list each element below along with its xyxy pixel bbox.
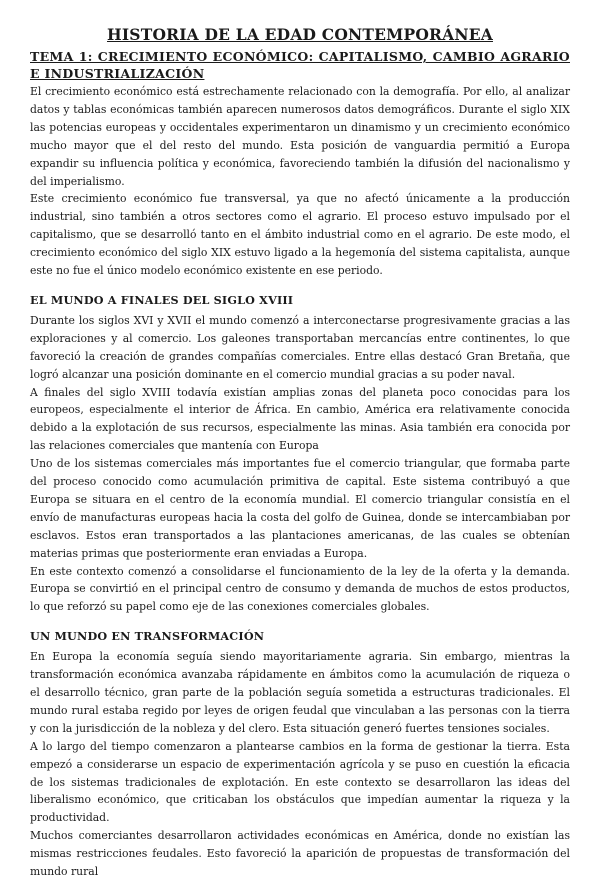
section1-paragraph-4: En este contexto comenzó a consolidarse el funcionamiento de la ley de la oferta y la demanda. Europa se convirtió en el principal centro de consumo y demanda de muchos de estos productos, lo que reforzó su papel como eje de las conexiones comerciales globales. xyxy=(30,564,570,614)
intro-paragraph-1: El crecimiento económico está estrechamente relacionado con la demografía. Por ello, al analizar datos y tablas económicas también aparecen numerosos datos demográficos. Durante el siglo XIX las potencias europeas y occidentales experimentaron un dinamismo y un crecimiento económico mucho mayor que el del resto del mundo. Esta posición de vanguardia permitió a Europa expandir su influencia política y económica, favoreciendo también la difusión del nacionalismo y del imperialismo. xyxy=(30,85,570,188)
section2-paragraph-1: En Europa la economía seguía siendo mayoritariamente agraria. Sin embargo, mientras la transformación económica avanzaba rápidamente en ámbitos como la acumulación de riqueza o el desarrollo técnico, gran parte de la población seguía sometida a estructuras tradicionales. El mundo rural estaba regido por leyes de origen feudal que vinculaban a las personas con la tierra y con la jurisdicción de la nobleza y del clero. Esta situación generó fuertes tensiones sociales. xyxy=(30,650,570,735)
tema-title: TEMA 1: CRECIMIENTO ECONÓMICO: CAPITALISMO, CAMBIO AGRARIO E INDUSTRIALIZACIÓN xyxy=(30,49,570,81)
section2-paragraph-2: A lo largo del tiempo comenzaron a plantearse cambios en la forma de gestionar la tierra. Esta empezó a considerarse un espacio de experimentación agrícola y se puso en cuestión la eficacia de los sistemas tradicionales de explotación. En este contexto se desarrollaron las ideas del liberalismo económico, que criticaban los obstáculos que impedían aumentar la riqueza y la productividad. xyxy=(30,739,570,825)
section1-paragraph-2: A finales del siglo XVIII todavía existían amplias zonas del planeta poco conocidas para los europeos, especialmente el interior de África. En cambio, América era relativamente conocida debido a la explotación de sus recursos, especialmente las minas. Asia también era conocida por las relaciones comerciales que mantenía con Europa xyxy=(30,385,570,453)
section-heading-mundo-siglo-xviii: EL MUNDO A FINALES DEL SIGLO XVIII xyxy=(30,292,294,307)
section2-paragraph-3: Muchos comerciantes desarrollaron actividades económicas en América, donde no existían las mismas restricciones feudales. Esto favoreció la aparición de propuestas de transformación del mundo rural xyxy=(30,829,570,879)
section1-paragraph-3: Uno de los sistemas comerciales más importantes fue el comercio triangular, que formaba parte del proceso conocido como acumulación primitiva de capital. Este sistema contribuyó a que Europa se situara en el centro de la economía mundial. El comercio triangular consistía en el envío de manufacturas europeas hacia la costa del golfo de Guinea, donde se intercambiaban por esclavos. Estos eran transportados a las plantaciones americanas, de las cuales se obtenían materias primas que posteriormente eran enviadas a Europa. xyxy=(30,457,570,560)
section1-paragraph-1: Durante los siglos XVI y XVII el mundo comenzó a interconectarse progresivamente gracias a las exploraciones y al comercio. Los galeones transportaban mercancías entre continentes, lo que favoreció la creación de grandes compañías comerciales. Entre ellas destacó Gran Bretaña, que logró alcanzar una posición dominante en el comercio mundial gracias a su poder naval. xyxy=(30,313,570,381)
intro-paragraph-2: Este crecimiento económico fue transversal, ya que no afectó únicamente a la producción industrial, sino también a otros sectores como el agrario. El proceso estuvo impulsado por el capitalismo, que se desarrolló tanto en el ámbito industrial como en el agrario. De este modo, el crecimiento económico del siglo XIX estuvo ligado a la hegemonía del sistema capitalista, aunque este no fue el único modelo económico existente en ese periodo. xyxy=(30,192,570,278)
section-heading-mundo-transformacion: UN MUNDO EN TRANSFORMACIÓN xyxy=(30,629,265,644)
document-title: HISTORIA DE LA EDAD CONTEMPORÁNEA xyxy=(107,25,493,44)
